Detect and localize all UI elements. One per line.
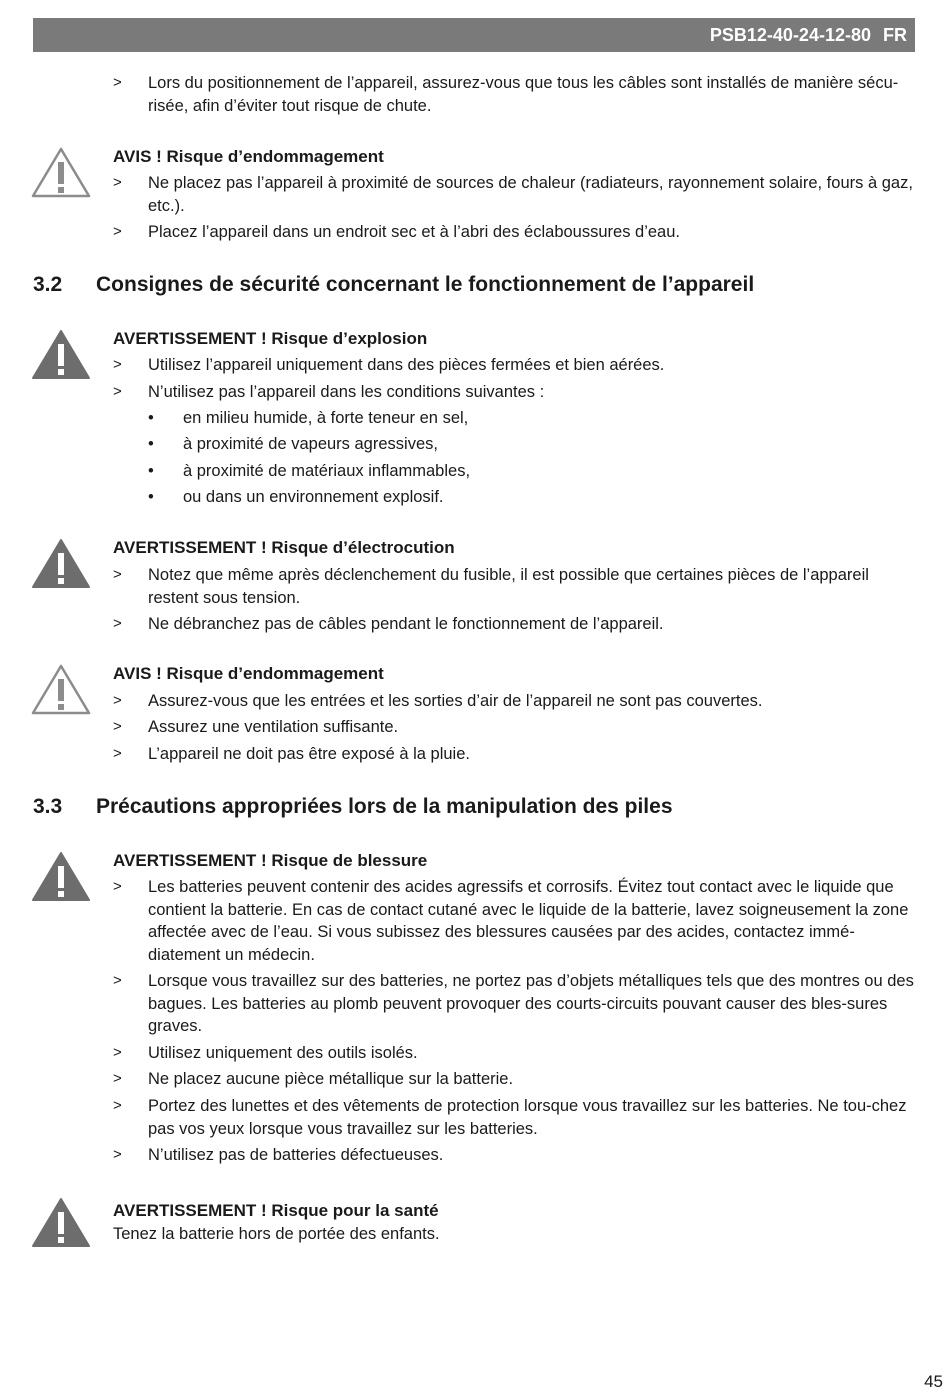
- list-item: [113, 221, 918, 244]
- notice-warning-icon: [31, 663, 91, 715]
- bullet-dot: •: [148, 488, 154, 506]
- bullet-item: [148, 486, 918, 509]
- list-item: [113, 970, 918, 1038]
- header-model: PSB12-40-24-12-80: [709, 24, 871, 45]
- bullet-dot: •: [148, 435, 154, 453]
- list-marker: >: [113, 383, 122, 400]
- warning-title: AVERTISSEMENT ! Risque d’électrocution: [113, 538, 455, 557]
- bullet-text: à proximité de vapeurs agressives,: [183, 435, 438, 453]
- list-item: [113, 354, 918, 377]
- list-marker: >: [113, 1146, 122, 1163]
- item-text: Assurez une ventilation suffisante.: [148, 718, 399, 736]
- section-title: Consignes de sécurité concernant le fonctionnement de l’appareil: [96, 273, 755, 296]
- list-item: [113, 743, 918, 766]
- list-marker: >: [113, 74, 122, 91]
- header-lang: FR: [883, 24, 907, 45]
- item-text: Ne placez pas l’appareil à proximité de sources de chaleur (radiateurs, rayonnement solaire, fours à gaz, etc.).: [148, 174, 913, 215]
- section-title: Précautions appropriées lors de la manipulation des piles: [96, 795, 673, 818]
- item-text: N’utilisez pas l’appareil dans les conditions suivantes :: [148, 383, 545, 401]
- warning-icon: [31, 850, 91, 902]
- list-marker: >: [113, 223, 122, 240]
- list-item: [113, 876, 918, 966]
- list-item: [113, 1144, 918, 1167]
- item-text: Ne placez aucune pièce métallique sur la batterie.: [148, 1070, 514, 1088]
- item-text: Lorsque vous travaillez sur des batteries, ne portez pas d’objets métalliques tels que des montres ou des bagues. Les batteries au plomb peuvent provoquer des courts-circuits pouvant causer des bles-sures graves.: [148, 972, 914, 1035]
- intro-item: [113, 72, 918, 117]
- list-marker: >: [113, 1070, 122, 1087]
- warning-title: AVERTISSEMENT ! Risque de blessure: [113, 851, 428, 870]
- item-text: Placez l’appareil dans un endroit sec et à l’abri des éclaboussures d’eau.: [148, 223, 680, 241]
- list-item: [113, 564, 918, 609]
- warning-text: Tenez la batterie hors de portée des enfants.: [113, 1225, 440, 1243]
- list-marker: >: [113, 174, 122, 191]
- list-marker: >: [113, 718, 122, 735]
- item-text: Utilisez uniquement des outils isolés.: [148, 1044, 418, 1062]
- section-number: 3.3: [33, 795, 63, 818]
- list-item: [113, 1068, 918, 1091]
- bullet-text: en milieu humide, à forte teneur en sel,: [183, 409, 469, 427]
- item-text: Utilisez l’appareil uniquement dans des pièces fermées et bien aérées.: [148, 356, 665, 374]
- list-item: [113, 1095, 918, 1140]
- section-heading: [33, 272, 754, 298]
- warning-title: AVERTISSEMENT ! Risque d’explosion: [113, 329, 428, 348]
- list-marker: >: [113, 566, 122, 583]
- list-marker: >: [113, 878, 122, 895]
- list-marker: >: [113, 972, 122, 989]
- list-marker: >: [113, 356, 122, 373]
- list-marker: >: [113, 1097, 122, 1114]
- warning-title: AVERTISSEMENT ! Risque pour la santé: [113, 1201, 439, 1220]
- item-text: L’appareil ne doit pas être exposé à la pluie.: [148, 745, 470, 763]
- bullet-item: [148, 433, 918, 456]
- list-item: [113, 381, 918, 404]
- item-text: Lors du positionnement de l’appareil, assurez-vous que tous les câbles sont installés de manière sécu- risée, afin d’éviter tout risque de chute.: [148, 74, 899, 115]
- item-text: Assurez-vous que les entrées et les sorties d’air de l’appareil ne sont pas couvertes.: [148, 692, 763, 710]
- notice-title: AVIS ! Risque d’endommagement: [113, 147, 384, 166]
- list-item: [113, 716, 918, 739]
- notice-title: AVIS ! Risque d’endommagement: [113, 664, 384, 683]
- warning-icon: [31, 537, 91, 589]
- header-bar: [33, 18, 915, 52]
- item-text: Notez que même après déclenchement du fusible, il est possible que certaines pièces de l’appareil restent sous tension.: [148, 566, 869, 607]
- bullet-text: ou dans un environnement explosif.: [183, 488, 444, 506]
- page-number: 45: [924, 1372, 943, 1391]
- list-marker: >: [113, 1044, 122, 1061]
- item-text: Les batteries peuvent contenir des acides agressifs et corrosifs. Évitez tout contact avec le liquide que contient la batterie. En cas de contact cutané avec le liquide de la batterie, lavez soigneusement la zone affectée avec de l’eau. Si vous subissez des blessures causées par des acides, contactez immé-diatement un médecin.: [148, 878, 909, 964]
- bullet-dot: •: [148, 409, 154, 427]
- item-text: N’utilisez pas de batteries défectueuses.: [148, 1146, 444, 1164]
- item-text: Ne débranchez pas de câbles pendant le fonctionnement de l’appareil.: [148, 615, 664, 633]
- section-heading: [33, 794, 673, 820]
- notice-warning-icon: [31, 146, 91, 198]
- bullet-item: [148, 460, 918, 483]
- list-marker: >: [113, 615, 122, 632]
- list-marker: >: [113, 692, 122, 709]
- item-text: Portez des lunettes et des vêtements de protection lorsque vous travaillez sur les batteries. Ne tou-chez pas vos yeux lorsque vous travaillez sur les batteries.: [148, 1097, 907, 1138]
- warning-icon: [31, 328, 91, 380]
- bullet-item: [148, 407, 918, 430]
- section-number: 3.2: [33, 273, 63, 296]
- list-item: [113, 172, 918, 217]
- warning-icon: [31, 1196, 91, 1248]
- list-item: [113, 690, 918, 713]
- bullet-dot: •: [148, 462, 154, 480]
- list-item: [113, 1042, 918, 1065]
- list-item: [113, 613, 918, 636]
- bullet-text: à proximité de matériaux inflammables,: [183, 462, 471, 480]
- list-marker: >: [113, 745, 122, 762]
